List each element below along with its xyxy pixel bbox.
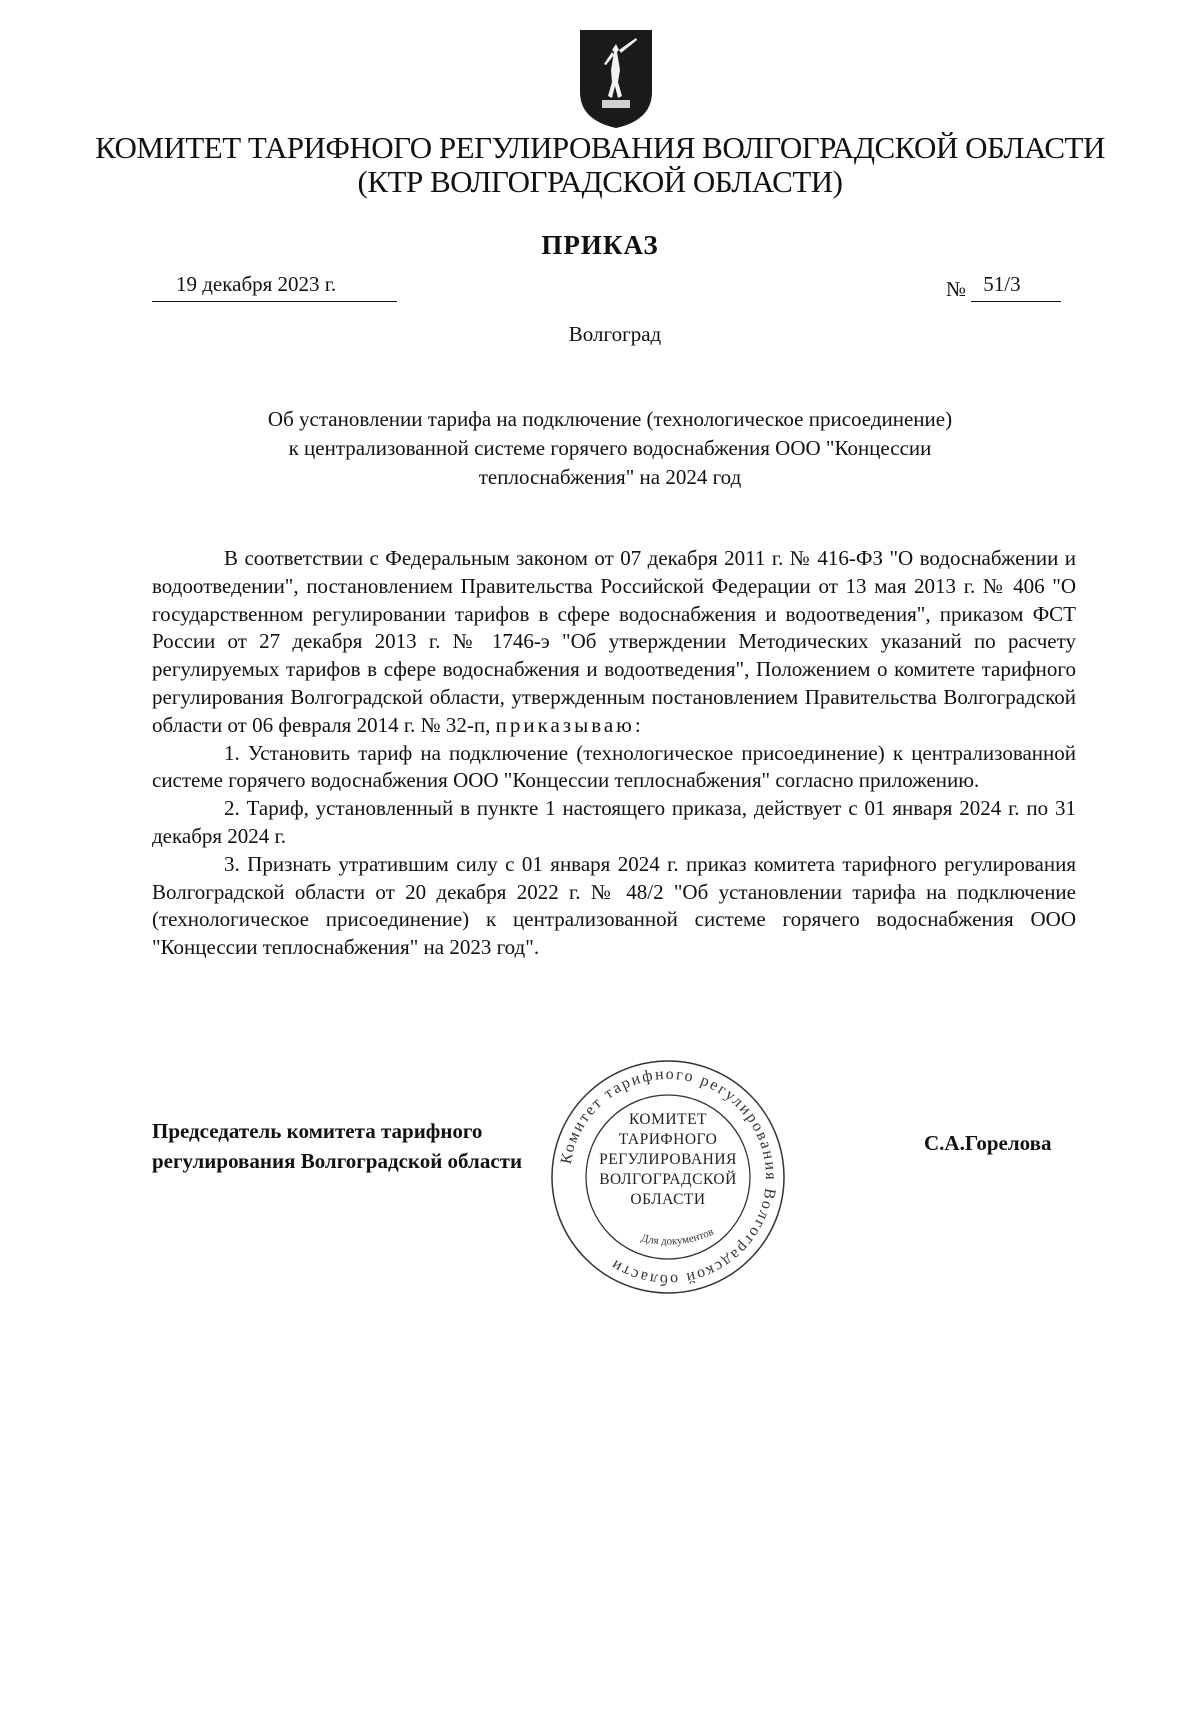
organization-short-name: (КТР ВОЛГОГРАДСКОЙ ОБЛАСТИ) <box>357 164 843 199</box>
body-paragraph-item-3: 3. Признать утратившим силу с 01 января 2024 г. приказ комитета тарифного регулирования Волгоградской области от 20 декабря 2022 г. № 48/2 "Об установлении тарифа на подключение (технологическое присоединение) к централизованной системе горячего водоснабжения ООО "Концессии теплоснабжения" на 2023 год". <box>152 851 1076 960</box>
signatory-title <box>152 1116 522 1176</box>
signatory-name: С.А.Горелова <box>924 1131 1052 1155</box>
signatory-title-line: Председатель комитета тарифного <box>152 1119 483 1143</box>
body-paragraph-intro <box>152 545 1076 740</box>
number-sign: № <box>946 277 967 301</box>
stamp-line: ВОЛГОГРАДСКОЙ <box>599 1171 737 1188</box>
body-paragraph-item-1: 1. Установить тариф на подключение (технологическое присоединение) к централизованной системе горячего водоснабжения ООО "Концессии теплоснабжения" согласно приложению. <box>152 740 1076 793</box>
subject-line: Об установлении тарифа на подключение (технологическое присоединение) <box>267 407 953 431</box>
subject-line: к централизованной системе горячего водоснабжения ООО "Концессии <box>288 436 932 460</box>
order-number: 51/3 <box>971 272 1061 302</box>
order-number-field <box>946 272 1061 302</box>
stamp-line: ТАРИФНОГО <box>618 1131 718 1148</box>
stamp-bottom-text: Для документов <box>639 1225 716 1248</box>
volgograd-coat-of-arms-icon <box>578 30 654 128</box>
stamp-ring-text: Комитет тарифного регулирования Волгоградской области <box>557 1065 780 1289</box>
stamp-line: РЕГУЛИРОВАНИЯ <box>599 1151 737 1168</box>
document-subject <box>200 405 1020 492</box>
order-verb: приказываю: <box>495 712 644 737</box>
signatory-title-line: регулирования Волгоградской области <box>152 1149 523 1173</box>
stamp-inner-text <box>548 1110 788 1210</box>
city: Волгоград <box>568 322 662 346</box>
stamp-line: КОМИТЕТ <box>628 1111 708 1128</box>
order-date: 19 декабря 2023 г. <box>152 272 397 302</box>
subject-line: теплоснабжения" на 2024 год <box>478 465 742 489</box>
document-body <box>152 545 1076 962</box>
organization-name: КОМИТЕТ ТАРИФНОГО РЕГУЛИРОВАНИЯ ВОЛГОГРАДСКОЙ ОБЛАСТИ <box>95 130 1105 165</box>
document-title: ПРИКАЗ <box>541 230 659 260</box>
stamp-line: ОБЛАСТИ <box>630 1191 706 1208</box>
body-paragraph-item-2: 2. Тариф, установленный в пункте 1 настоящего приказа, действует с 01 января 2024 г. по 31 декабря 2024 г. <box>152 796 1076 848</box>
intro-text: В соответствии с Федеральным законом от 07 декабря 2011 г. № 416-ФЗ "О водоснабжении и водоотведении", постановлением Правительства Российской Федерации от 13 мая 2013 г. № 406 "О государственном регулировании тарифов в сфере водоснабжения и водоотведения", приказом ФСТ России от 27 декабря 2013 г. № 1746-э "Об утверждении Методических указаний по расчету регулируемых тарифов в сфере водоснабжения и водоотведения", Положением о комитете тарифного регулирования Волгоградской области, утвержденным постановлением Правительства Волгоградской области от 06 февраля 2014 г. № 32-п, <box>152 546 1076 737</box>
